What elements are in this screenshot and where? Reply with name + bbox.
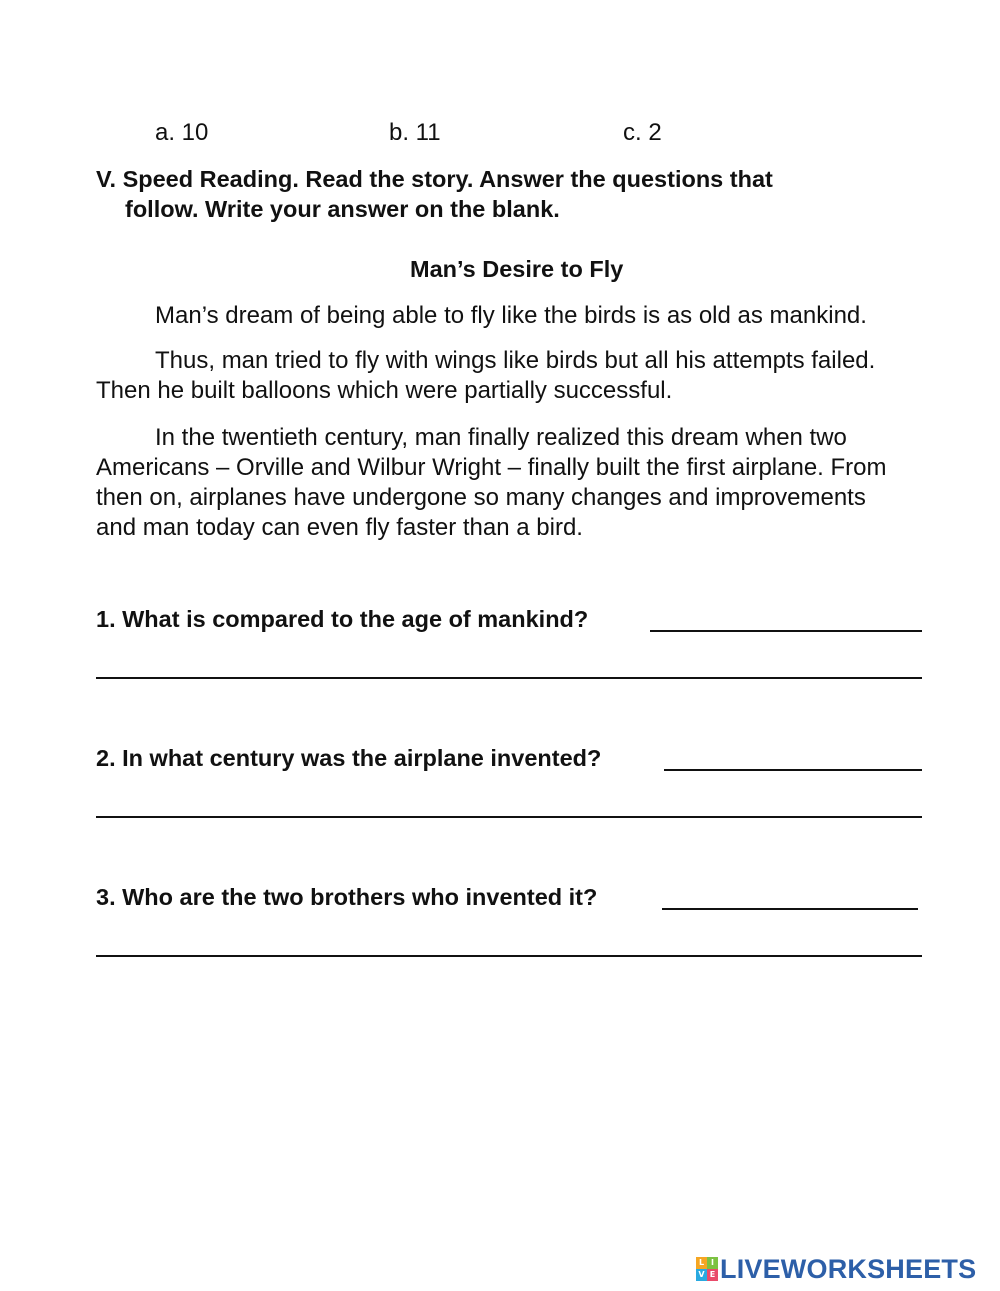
- story-paragraph-3-line2: Americans – Orville and Wilbur Wright – finally built the first airplane. From: [96, 454, 887, 481]
- logo-mark-letter: I: [707, 1257, 718, 1269]
- section-heading-line2: follow. Write your answer on the blank.: [125, 196, 560, 222]
- logo-mark-letter: E: [707, 1269, 718, 1281]
- question-2: 2. In what century was the airplane invented?: [96, 745, 602, 771]
- answer-blank-3b[interactable]: [96, 955, 922, 957]
- answer-blank-1b[interactable]: [96, 677, 922, 679]
- story-paragraph-2-line2: Then he built balloons which were partially successful.: [96, 377, 673, 404]
- story-paragraph-3-line4: and man today can even fly faster than a bird.: [96, 514, 583, 541]
- option-c: c. 2: [623, 119, 662, 146]
- answer-blank-3a[interactable]: [662, 908, 918, 910]
- option-b: b. 11: [389, 119, 441, 146]
- story-paragraph-3-line1: In the twentieth century, man finally realized this dream when two: [155, 424, 847, 451]
- section-heading-line1: V. Speed Reading. Read the story. Answer the questions that: [96, 166, 773, 192]
- answer-blank-2a[interactable]: [664, 769, 922, 771]
- option-a: a. 10: [155, 119, 209, 146]
- question-1: 1. What is compared to the age of mankind?: [96, 606, 589, 632]
- logo-mark-icon: [696, 1257, 718, 1281]
- logo-mark-letter: L: [696, 1257, 707, 1269]
- story-paragraph-1: Man’s dream of being able to fly like the birds is as old as mankind.: [155, 302, 867, 329]
- liveworksheets-logo: [696, 1253, 977, 1284]
- story-paragraph-3-line3: then on, airplanes have undergone so many changes and improvements: [96, 484, 866, 511]
- story-title: Man’s Desire to Fly: [410, 256, 624, 282]
- question-3: 3. Who are the two brothers who invented it?: [96, 884, 598, 910]
- answer-blank-2b[interactable]: [96, 816, 922, 818]
- answer-blank-1a[interactable]: [650, 630, 922, 632]
- logo-mark-letter: V: [696, 1269, 707, 1281]
- story-paragraph-2-line1: Thus, man tried to fly with wings like birds but all his attempts failed.: [155, 347, 876, 374]
- logo-text: LIVEWORKSHEETS: [720, 1253, 977, 1284]
